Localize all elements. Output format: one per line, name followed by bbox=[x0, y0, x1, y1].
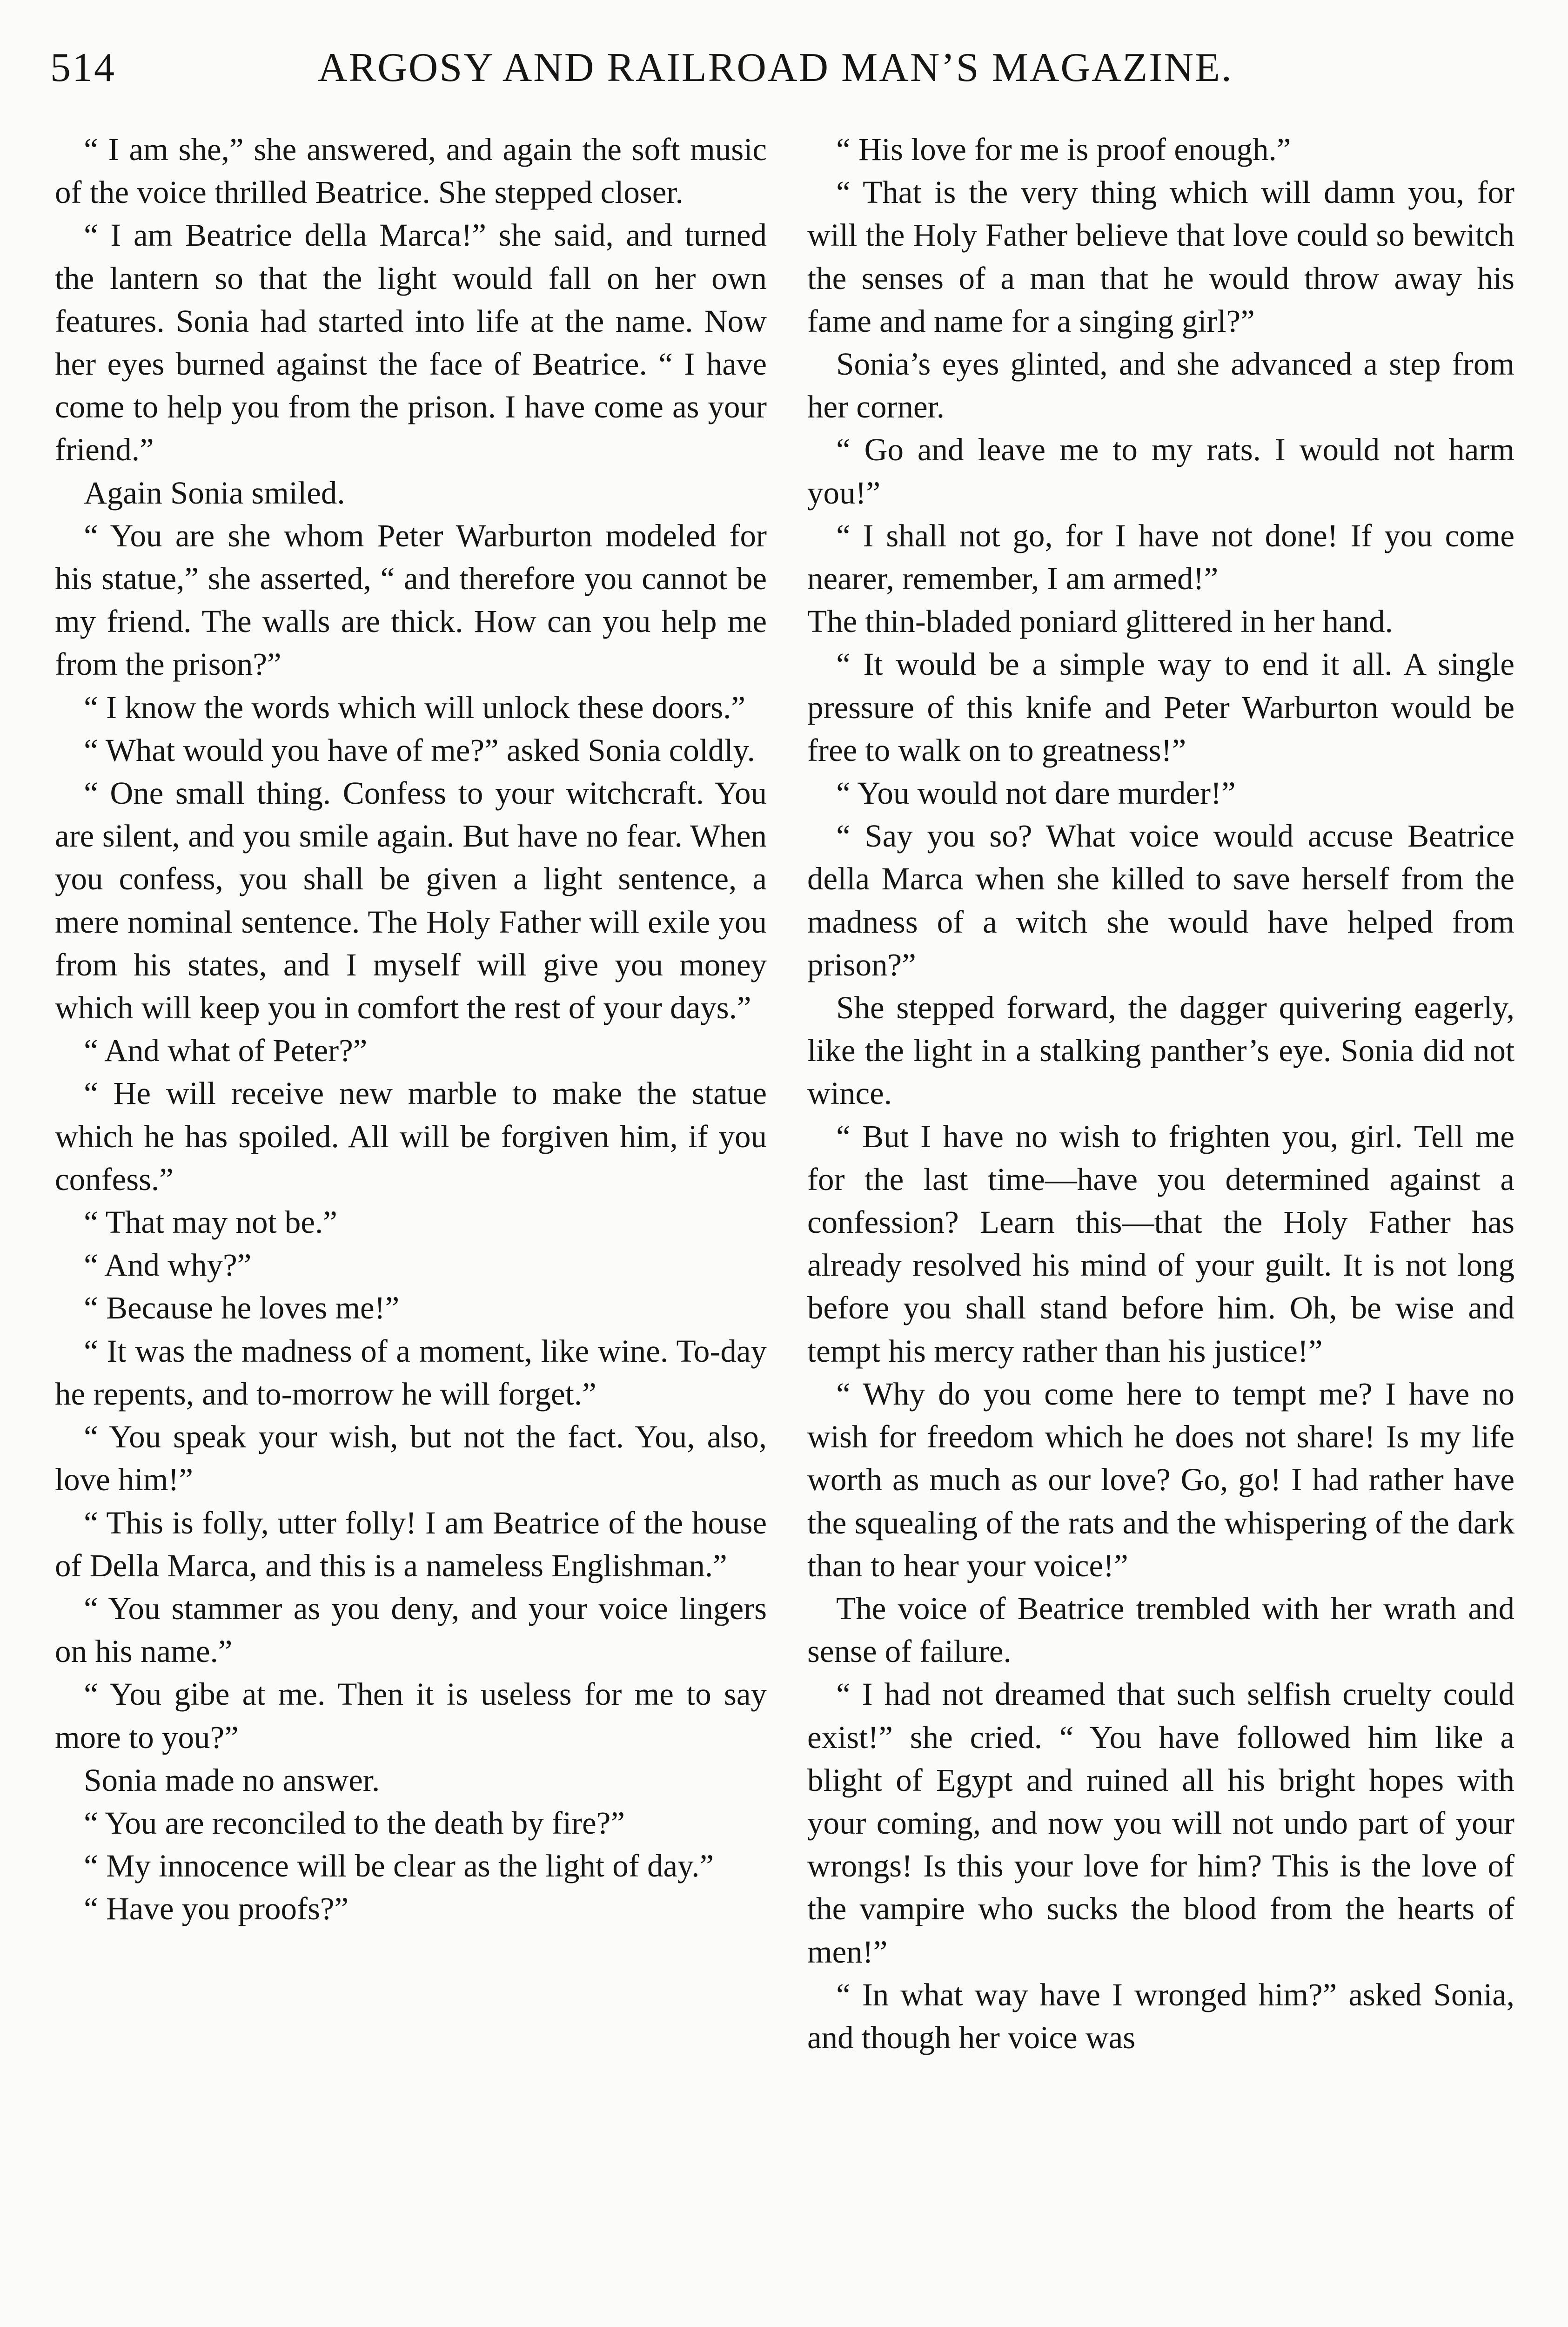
paragraph: “ You are she whom Peter Warburton modeled for his statue,” she asserted, “ and therefore you cannot be my friend. The walls are thick. How can you help me from the prison?” bbox=[55, 518, 767, 682]
paragraph: “ Say you so? What voice would accuse Beatrice della Marca when she killed to save herself from the madness of a witch she would have helped from prison?” bbox=[807, 818, 1514, 982]
paragraph: Sonia made no answer. bbox=[84, 1762, 380, 1798]
paragraph: “ My innocence will be clear as the light of day.” bbox=[84, 1848, 714, 1884]
paragraph: “ Because he loves me!” bbox=[84, 1290, 400, 1326]
paragraph: “ This is folly, utter folly! I am Beatrice of the house of Della Marca, and this is a nameless Englishman.” bbox=[55, 1505, 767, 1583]
paragraph: “ In what way have I wronged him?” asked Sonia, and though her voice was bbox=[807, 1977, 1514, 2055]
paragraph: “ I had not dreamed that such selfish cruelty could exist!” she cried. “ You have followed him like a blight of Egypt and ruined all his bright hopes with your coming, and now you will not undo part of your wrongs! Is this your love for him? This is the love of the vampire who sucks the blood from the hearts of men!” bbox=[807, 1676, 1514, 1970]
paragraph: The voice of Beatrice trembled with her wrath and sense of failure. bbox=[807, 1590, 1514, 1669]
paragraph: “ It was the madness of a moment, like wine. To-day he repents, and to-morrow he will forget.” bbox=[55, 1333, 767, 1412]
paragraph: “ I am Beatrice della Marca!” she said, and turned the lantern so that the light would fall on her own features. Sonia had started into life at the name. Now her eyes burned against the face of Beatrice. “ I have come to help you from the prison. I have come as your friend.” bbox=[55, 217, 767, 468]
paragraph: “ Have you proofs?” bbox=[84, 1891, 349, 1927]
paragraph: “ And what of Peter?” bbox=[84, 1033, 368, 1069]
right-column bbox=[807, 128, 1514, 2059]
magazine-title: ARGOSY AND RAILROAD MAN’S MAGAZINE. bbox=[318, 45, 1233, 90]
paragraph: “ I shall not go, for I have not done! If you come nearer, remember, I am armed!” bbox=[807, 518, 1514, 597]
paragraph: “ You are reconciled to the death by fire?” bbox=[84, 1805, 625, 1841]
paragraph: “ But I have no wish to frighten you, girl. Tell me for the last time—have you determined against a confession? Learn this—that the Holy Father has already resolved his mind of your guilt. It is not long before you shall stand before him. Oh, be wise and tempt his mercy rather than his justice!” bbox=[807, 1118, 1514, 1369]
paragraph: “ Why do you come here to tempt me? I have no wish for freedom which he does not share! Is my life worth as much as our love? Go, go! I had rather have the squealing of the rats and the whispering of the dark than to hear your voice!” bbox=[807, 1376, 1514, 1583]
paragraph: “ I am she,” she answered, and again the soft music of the voice thrilled Beatrice. She stepped closer. bbox=[55, 132, 767, 210]
paragraph: “ And why?” bbox=[84, 1247, 252, 1283]
paragraph: “ What would you have of me?” asked Sonia coldly. bbox=[84, 732, 755, 768]
paragraph: “ You stammer as you deny, and your voice lingers on his name.” bbox=[55, 1590, 767, 1669]
paragraph: “ His love for me is proof enough.” bbox=[836, 132, 1291, 167]
paragraph: “ That may not be.” bbox=[84, 1204, 337, 1240]
paragraph: “ That is the very thing which will damn you, for will the Holy Father believe that love could so bewitch the senses of a man that he would throw away his fame and name for a singing girl?” bbox=[807, 175, 1514, 339]
left-column bbox=[55, 128, 767, 1930]
page-header bbox=[50, 44, 1260, 105]
paragraph: “ I know the words which will unlock these doors.” bbox=[84, 689, 745, 725]
paragraph: “ You speak your wish, but not the fact. You, also, love him!” bbox=[55, 1419, 767, 1498]
paragraph: “ Go and leave me to my rats. I would not harm you!” bbox=[807, 432, 1514, 511]
paragraph: “ He will receive new marble to make the statue which he has spoiled. All will be forgiven him, if you confess.” bbox=[55, 1076, 767, 1197]
page-number: 514 bbox=[50, 45, 116, 90]
paragraph: Sonia’s eyes glinted, and she advanced a step from her corner. bbox=[807, 346, 1514, 425]
paragraph: “ It would be a simple way to end it all. A single pressure of this knife and Peter Warburton would be free to walk on to greatness!” bbox=[807, 646, 1514, 768]
paragraph: She stepped forward, the dagger quivering eagerly, like the light in a stalking panther’s eye. Sonia did not wince. bbox=[807, 990, 1514, 1111]
paragraph: “ One small thing. Confess to your witchcraft. You are silent, and you smile again. But have no fear. When you confess, you shall be given a light sentence, a mere nominal sentence. The Holy Father will exile you from his states, and I myself will give you money which will keep you in comfort the rest of your days.” bbox=[55, 775, 767, 1026]
paragraph: “ You would not dare murder!” bbox=[836, 775, 1236, 811]
paragraph: “ You gibe at me. Then it is useless for me to say more to you?” bbox=[55, 1676, 767, 1755]
paragraph: The thin-bladed poniard glittered in her hand. bbox=[807, 604, 1393, 639]
paragraph: Again Sonia smiled. bbox=[84, 475, 345, 511]
